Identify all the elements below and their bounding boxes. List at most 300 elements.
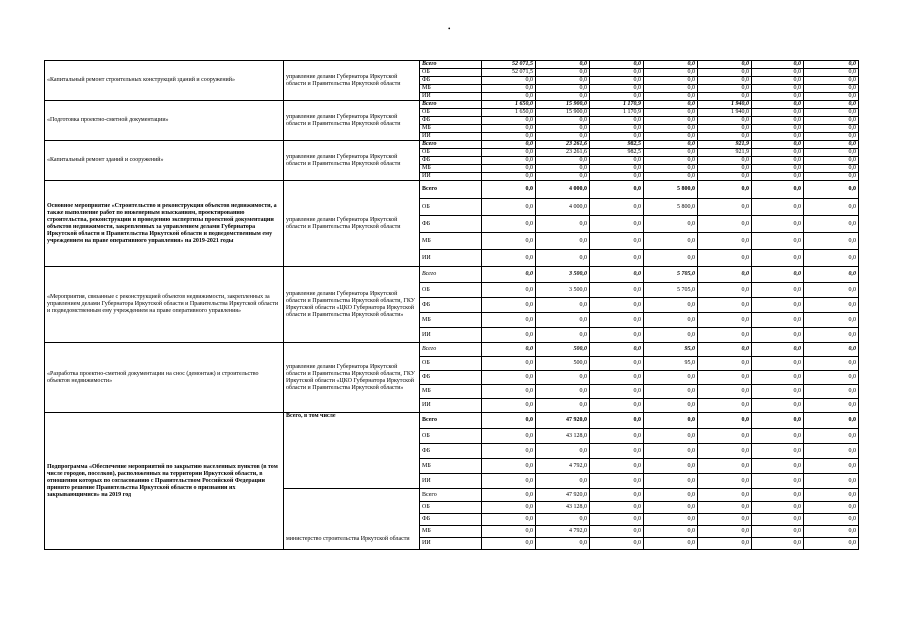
table-row [45, 181, 859, 199]
value-cell: 0,0 [590, 526, 644, 538]
value-cell: 0,0 [804, 61, 859, 69]
value-cell: 0,0 [644, 173, 698, 181]
value-cell: 0,0 [482, 267, 536, 283]
value-cell: 0,0 [698, 538, 752, 550]
value-cell: 0,0 [536, 216, 590, 233]
value-cell: 0,0 [752, 157, 804, 165]
value-cell: 0,0 [482, 489, 536, 502]
value-cell: 5 705,0 [644, 267, 698, 283]
value-cell: 0,0 [698, 357, 752, 371]
value-cell: 0,0 [590, 371, 644, 385]
source-cell: ИИ [420, 250, 482, 267]
value-cell: 23 261,6 [536, 149, 590, 157]
value-cell: 982,5 [590, 149, 644, 157]
source-cell: МБ [420, 165, 482, 173]
value-cell: 0,0 [804, 85, 859, 93]
value-cell: 0,0 [590, 385, 644, 399]
value-cell: 0,0 [698, 371, 752, 385]
value-cell: 0,0 [698, 181, 752, 199]
source-cell: Всего [420, 101, 482, 109]
value-cell: 0,0 [536, 444, 590, 459]
value-cell: 0,0 [536, 85, 590, 93]
value-cell: 0,0 [752, 61, 804, 69]
source-cell: Всего [420, 489, 482, 502]
value-cell: 0,0 [536, 474, 590, 489]
budget-table [44, 60, 859, 550]
value-cell: 0,0 [482, 429, 536, 444]
value-cell: 0,0 [590, 267, 644, 283]
value-cell: 0,0 [752, 109, 804, 117]
value-cell: 0,0 [590, 413, 644, 429]
value-cell: 0,0 [644, 133, 698, 141]
value-cell: 0,0 [590, 199, 644, 216]
value-cell: 0,0 [482, 298, 536, 313]
value-cell: 23 261,6 [536, 141, 590, 149]
value-cell: 0,0 [536, 61, 590, 69]
value-cell: 0,0 [752, 459, 804, 474]
value-cell: 0,0 [482, 85, 536, 93]
value-cell: 0,0 [804, 69, 859, 77]
value-cell: 0,0 [590, 514, 644, 526]
value-cell: 0,0 [536, 69, 590, 77]
value-cell: 982,5 [590, 141, 644, 149]
source-cell: Всего [420, 343, 482, 357]
value-cell: 0,0 [698, 343, 752, 357]
value-cell: 0,0 [590, 233, 644, 250]
value-cell: 0,0 [698, 267, 752, 283]
value-cell: 0,0 [752, 69, 804, 77]
value-cell: 0,0 [482, 328, 536, 343]
value-cell: 0,0 [752, 149, 804, 157]
value-cell: 0,0 [590, 165, 644, 173]
source-cell: ФБ [420, 371, 482, 385]
value-cell: 0,0 [804, 357, 859, 371]
source-cell: МБ [420, 385, 482, 399]
table-row [45, 413, 859, 429]
value-cell: 1 170,9 [590, 101, 644, 109]
value-cell: 0,0 [698, 526, 752, 538]
value-cell: 0,0 [698, 429, 752, 444]
value-cell: 0,0 [752, 328, 804, 343]
value-cell: 0,0 [590, 173, 644, 181]
value-cell: 0,0 [804, 514, 859, 526]
value-cell: 0,0 [698, 444, 752, 459]
value-cell: 0,0 [644, 157, 698, 165]
source-cell: ФБ [420, 117, 482, 125]
value-cell: 0,0 [644, 125, 698, 133]
value-cell: 0,0 [804, 101, 859, 109]
value-cell: 0,0 [590, 125, 644, 133]
value-cell: 0,0 [590, 429, 644, 444]
value-cell: 0,0 [752, 313, 804, 328]
value-cell: 0,0 [536, 133, 590, 141]
value-cell: 0,0 [644, 216, 698, 233]
source-cell: ОБ [420, 149, 482, 157]
value-cell: 0,0 [698, 173, 752, 181]
value-cell: 0,0 [644, 101, 698, 109]
value-cell: 0,0 [752, 283, 804, 298]
value-cell: 0,0 [644, 444, 698, 459]
value-cell: 0,0 [752, 538, 804, 550]
value-cell: 0,0 [752, 117, 804, 125]
value-cell: 0,0 [536, 385, 590, 399]
value-cell: 0,0 [804, 117, 859, 125]
value-cell: 0,0 [752, 357, 804, 371]
event-name: «Капитальный ремонт строительных конструкций зданий и сооружений» [45, 61, 284, 101]
value-cell: 921,9 [698, 149, 752, 157]
value-cell: 0,0 [804, 502, 859, 514]
value-cell: 43 128,0 [536, 429, 590, 444]
value-cell: 3 500,0 [536, 283, 590, 298]
value-cell: 0,0 [752, 413, 804, 429]
value-cell: 0,0 [752, 526, 804, 538]
value-cell: 0,0 [482, 343, 536, 357]
value-cell: 0,0 [482, 141, 536, 149]
value-cell: 0,0 [752, 444, 804, 459]
value-cell: 0,0 [804, 181, 859, 199]
value-cell: 0,0 [536, 313, 590, 328]
value-cell: 0,0 [536, 77, 590, 85]
value-cell: 0,0 [698, 514, 752, 526]
value-cell: 0,0 [482, 502, 536, 514]
executor-name: управление делами Губернатора Иркутской области и Правительства Иркутской области, ГКУ Иркутской области «ЦКО Губернатора Иркутской области и Правительства Иркутской области» [284, 343, 420, 413]
source-cell: Всего [420, 141, 482, 149]
value-cell: 0,0 [590, 77, 644, 85]
value-cell: 0,0 [804, 233, 859, 250]
value-cell: 0,0 [752, 474, 804, 489]
value-cell: 0,0 [804, 385, 859, 399]
source-cell: МБ [420, 125, 482, 133]
value-cell: 0,0 [752, 165, 804, 173]
value-cell: 0,0 [698, 77, 752, 85]
value-cell: 0,0 [644, 61, 698, 69]
executor-name: управление делами Губернатора Иркутской области и Правительства Иркутской области [284, 181, 420, 267]
value-cell: 0,0 [698, 502, 752, 514]
value-cell: 0,0 [752, 343, 804, 357]
value-cell: 0,0 [644, 538, 698, 550]
value-cell: 0,0 [752, 93, 804, 101]
source-cell: ИИ [420, 133, 482, 141]
executor-ministry: министерство строительства Иркутской области [284, 489, 420, 550]
value-cell: 0,0 [644, 502, 698, 514]
value-cell: 0,0 [644, 328, 698, 343]
value-cell: 0,0 [698, 85, 752, 93]
value-cell: 95,0 [644, 343, 698, 357]
value-cell: 0,0 [804, 165, 859, 173]
value-cell: 0,0 [698, 93, 752, 101]
value-cell: 0,0 [482, 77, 536, 85]
value-cell: 0,0 [752, 233, 804, 250]
source-cell: ИИ [420, 173, 482, 181]
value-cell: 0,0 [590, 444, 644, 459]
source-cell: ФБ [420, 77, 482, 85]
value-cell: 0,0 [644, 385, 698, 399]
source-cell: Всего [420, 413, 482, 429]
value-cell: 0,0 [482, 216, 536, 233]
value-cell: 0,0 [698, 117, 752, 125]
value-cell: 0,0 [536, 165, 590, 173]
source-cell: ФБ [420, 444, 482, 459]
value-cell: 0,0 [752, 489, 804, 502]
source-cell: ИИ [420, 399, 482, 413]
event-name: «Капитальный ремонт зданий и сооружений» [45, 141, 284, 181]
value-cell: 0,0 [804, 413, 859, 429]
value-cell: 0,0 [644, 77, 698, 85]
value-cell: 0,0 [644, 165, 698, 173]
value-cell: 52 071,5 [482, 69, 536, 77]
value-cell: 0,0 [644, 85, 698, 93]
source-cell: МБ [420, 526, 482, 538]
value-cell: 0,0 [698, 413, 752, 429]
value-cell: 0,0 [482, 413, 536, 429]
value-cell: 1 940,0 [698, 109, 752, 117]
value-cell: 0,0 [536, 328, 590, 343]
source-cell: ИИ [420, 538, 482, 550]
value-cell: 0,0 [804, 343, 859, 357]
source-cell: ОБ [420, 357, 482, 371]
value-cell: 0,0 [482, 526, 536, 538]
value-cell: 0,0 [752, 77, 804, 85]
value-cell: 0,0 [590, 117, 644, 125]
value-cell: 0,0 [482, 157, 536, 165]
value-cell: 0,0 [590, 250, 644, 267]
source-cell: ОБ [420, 502, 482, 514]
value-cell: 0,0 [590, 157, 644, 165]
value-cell: 0,0 [698, 125, 752, 133]
value-cell: 0,0 [752, 173, 804, 181]
value-cell: 4 792,0 [536, 459, 590, 474]
value-cell: 0,0 [590, 489, 644, 502]
value-cell: 0,0 [590, 474, 644, 489]
value-cell: 3 500,0 [536, 267, 590, 283]
value-cell: 0,0 [752, 199, 804, 216]
value-cell: 0,0 [644, 313, 698, 328]
value-cell: 0,0 [536, 298, 590, 313]
table-row [45, 267, 859, 283]
value-cell: 0,0 [698, 199, 752, 216]
source-cell: МБ [420, 459, 482, 474]
value-cell: 0,0 [752, 298, 804, 313]
source-cell: ИИ [420, 93, 482, 101]
value-cell: 0,0 [482, 371, 536, 385]
table-row [45, 61, 859, 69]
value-cell: 0,0 [590, 61, 644, 69]
value-cell: 0,0 [752, 101, 804, 109]
value-cell: 0,0 [804, 149, 859, 157]
value-cell: 0,0 [804, 133, 859, 141]
value-cell: 0,0 [804, 199, 859, 216]
value-cell: 0,0 [590, 181, 644, 199]
executor-name: управление делами Губернатора Иркутской области и Правительства Иркутской области [284, 141, 420, 181]
value-cell: 0,0 [698, 233, 752, 250]
value-cell: 0,0 [536, 93, 590, 101]
value-cell: 0,0 [482, 250, 536, 267]
source-cell: Всего [420, 61, 482, 69]
source-cell: ИИ [420, 474, 482, 489]
source-cell: ФБ [420, 298, 482, 313]
value-cell: 0,0 [698, 283, 752, 298]
value-cell: 0,0 [644, 371, 698, 385]
value-cell: 47 920,0 [536, 413, 590, 429]
value-cell: 0,0 [698, 298, 752, 313]
value-cell: 0,0 [752, 133, 804, 141]
value-cell: 0,0 [698, 133, 752, 141]
value-cell: 1 650,0 [482, 101, 536, 109]
executor-name: управление делами Губернатора Иркутской области и Правительства Иркутской области [284, 61, 420, 101]
value-cell: 1 650,0 [482, 109, 536, 117]
source-cell: МБ [420, 85, 482, 93]
value-cell: 0,0 [536, 233, 590, 250]
value-cell: 0,0 [590, 538, 644, 550]
value-cell: 0,0 [482, 444, 536, 459]
value-cell: 0,0 [752, 502, 804, 514]
value-cell: 0,0 [804, 93, 859, 101]
source-cell: Всего [420, 181, 482, 199]
value-cell: 0,0 [482, 399, 536, 413]
value-cell: 0,0 [590, 357, 644, 371]
value-cell: 0,0 [536, 117, 590, 125]
source-cell: ФБ [420, 514, 482, 526]
value-cell: 0,0 [590, 216, 644, 233]
subprogram-name: Подпрограмма «Обеспечение мероприятий по закрытию населенных пунктов (в том числе городов, поселков), расположенных на территории Иркутской области, в отношении которых по согласованию с Правительством Российской Федерации принято решение Правительства Иркутской области о признании их закрывающимися» на 2019 год [45, 413, 284, 550]
source-cell: ОБ [420, 109, 482, 117]
value-cell: 0,0 [590, 298, 644, 313]
value-cell: 0,0 [644, 459, 698, 474]
value-cell: 0,0 [482, 133, 536, 141]
value-cell: 0,0 [482, 313, 536, 328]
value-cell: 0,0 [804, 538, 859, 550]
value-cell: 0,0 [482, 474, 536, 489]
value-cell: 0,0 [804, 429, 859, 444]
value-cell: 0,0 [590, 93, 644, 101]
value-cell: 0,0 [482, 165, 536, 173]
source-cell: ОБ [420, 199, 482, 216]
value-cell: 0,0 [482, 385, 536, 399]
value-cell: 0,0 [752, 385, 804, 399]
value-cell: 0,0 [644, 250, 698, 267]
source-cell: ОБ [420, 283, 482, 298]
value-cell: 5 705,0 [644, 283, 698, 298]
value-cell: 0,0 [804, 459, 859, 474]
value-cell: 0,0 [752, 399, 804, 413]
value-cell: 0,0 [536, 125, 590, 133]
value-cell: 0,0 [804, 371, 859, 385]
value-cell: 0,0 [752, 429, 804, 444]
value-cell: 0,0 [698, 459, 752, 474]
value-cell: 0,0 [698, 157, 752, 165]
value-cell: 0,0 [644, 474, 698, 489]
value-cell: 0,0 [804, 267, 859, 283]
value-cell: 0,0 [644, 489, 698, 502]
value-cell: 15 900,0 [536, 109, 590, 117]
value-cell: 0,0 [536, 538, 590, 550]
value-cell: 0,0 [644, 117, 698, 125]
value-cell: 43 128,0 [536, 502, 590, 514]
source-cell: МБ [420, 233, 482, 250]
value-cell: 0,0 [590, 459, 644, 474]
value-cell: 0,0 [482, 233, 536, 250]
value-cell: 0,0 [752, 141, 804, 149]
value-cell: 0,0 [644, 233, 698, 250]
value-cell: 0,0 [804, 399, 859, 413]
value-cell: 5 800,0 [644, 181, 698, 199]
value-cell: 0,0 [644, 141, 698, 149]
value-cell: 0,0 [590, 85, 644, 93]
value-cell: 0,0 [536, 514, 590, 526]
value-cell: 0,0 [804, 157, 859, 165]
value-cell: 0,0 [644, 514, 698, 526]
value-cell: 0,0 [698, 385, 752, 399]
value-cell: 0,0 [804, 298, 859, 313]
event-name: «Подготовка проектно-сметной документации» [45, 101, 284, 141]
value-cell: 0,0 [804, 125, 859, 133]
value-cell: 0,0 [482, 283, 536, 298]
value-cell: 0,0 [804, 444, 859, 459]
value-cell: 0,0 [644, 429, 698, 444]
value-cell: 0,0 [698, 250, 752, 267]
value-cell: 0,0 [752, 85, 804, 93]
value-cell: 0,0 [536, 173, 590, 181]
value-cell: 0,0 [482, 357, 536, 371]
value-cell: 0,0 [804, 489, 859, 502]
value-cell: 1 170,9 [590, 109, 644, 117]
value-cell: 0,0 [482, 514, 536, 526]
value-cell: 0,0 [482, 181, 536, 199]
event-name: «Мероприятия, связанные с реконструкцией объектов недвижимости, закрепленных за управлением делами Губернатора Иркутской области и Правительства Иркутской области и подведомственным ему учреждением на праве оперативного управления» [45, 267, 284, 343]
value-cell: 0,0 [698, 328, 752, 343]
value-cell: 0,0 [482, 199, 536, 216]
value-cell: 0,0 [590, 133, 644, 141]
executor-name: управление делами Губернатора Иркутской области и Правительства Иркутской области, ГКУ Иркутской области «ЦКО Губернатора Иркутской области и Правительства Иркутской области» [284, 267, 420, 343]
value-cell: 15 900,0 [536, 101, 590, 109]
value-cell: 47 920,0 [536, 489, 590, 502]
value-cell: 0,0 [804, 474, 859, 489]
value-cell: 0,0 [804, 526, 859, 538]
value-cell: 921,9 [698, 141, 752, 149]
value-cell: 0,0 [590, 502, 644, 514]
value-cell: 0,0 [482, 538, 536, 550]
value-cell: 0,0 [698, 313, 752, 328]
value-cell: 0,0 [644, 69, 698, 77]
executor-total: Всего, в том числе [284, 413, 420, 489]
value-cell: 0,0 [752, 514, 804, 526]
value-cell: 0,0 [590, 69, 644, 77]
value-cell: 0,0 [698, 216, 752, 233]
value-cell: 4 792,0 [536, 526, 590, 538]
value-cell: 5 800,0 [644, 199, 698, 216]
value-cell: 0,0 [482, 459, 536, 474]
value-cell: 0,0 [698, 69, 752, 77]
source-cell: ИИ [420, 328, 482, 343]
event-name: «Разработка проектно-сметной документации на снос (демонтаж) и строительство объектов недвижимости» [45, 343, 284, 413]
value-cell: 0,0 [698, 61, 752, 69]
value-cell: 0,0 [644, 526, 698, 538]
value-cell: 0,0 [644, 149, 698, 157]
value-cell: 0,0 [536, 250, 590, 267]
value-cell: 500,0 [536, 357, 590, 371]
value-cell: 0,0 [644, 413, 698, 429]
value-cell: 1 940,0 [698, 101, 752, 109]
value-cell: 0,0 [698, 165, 752, 173]
value-cell: 0,0 [644, 93, 698, 101]
value-cell: 500,0 [536, 343, 590, 357]
table-row [45, 141, 859, 149]
value-cell: 0,0 [590, 343, 644, 357]
value-cell: 0,0 [644, 298, 698, 313]
value-cell: 0,0 [804, 109, 859, 117]
value-cell: 0,0 [590, 283, 644, 298]
table-row [45, 343, 859, 357]
